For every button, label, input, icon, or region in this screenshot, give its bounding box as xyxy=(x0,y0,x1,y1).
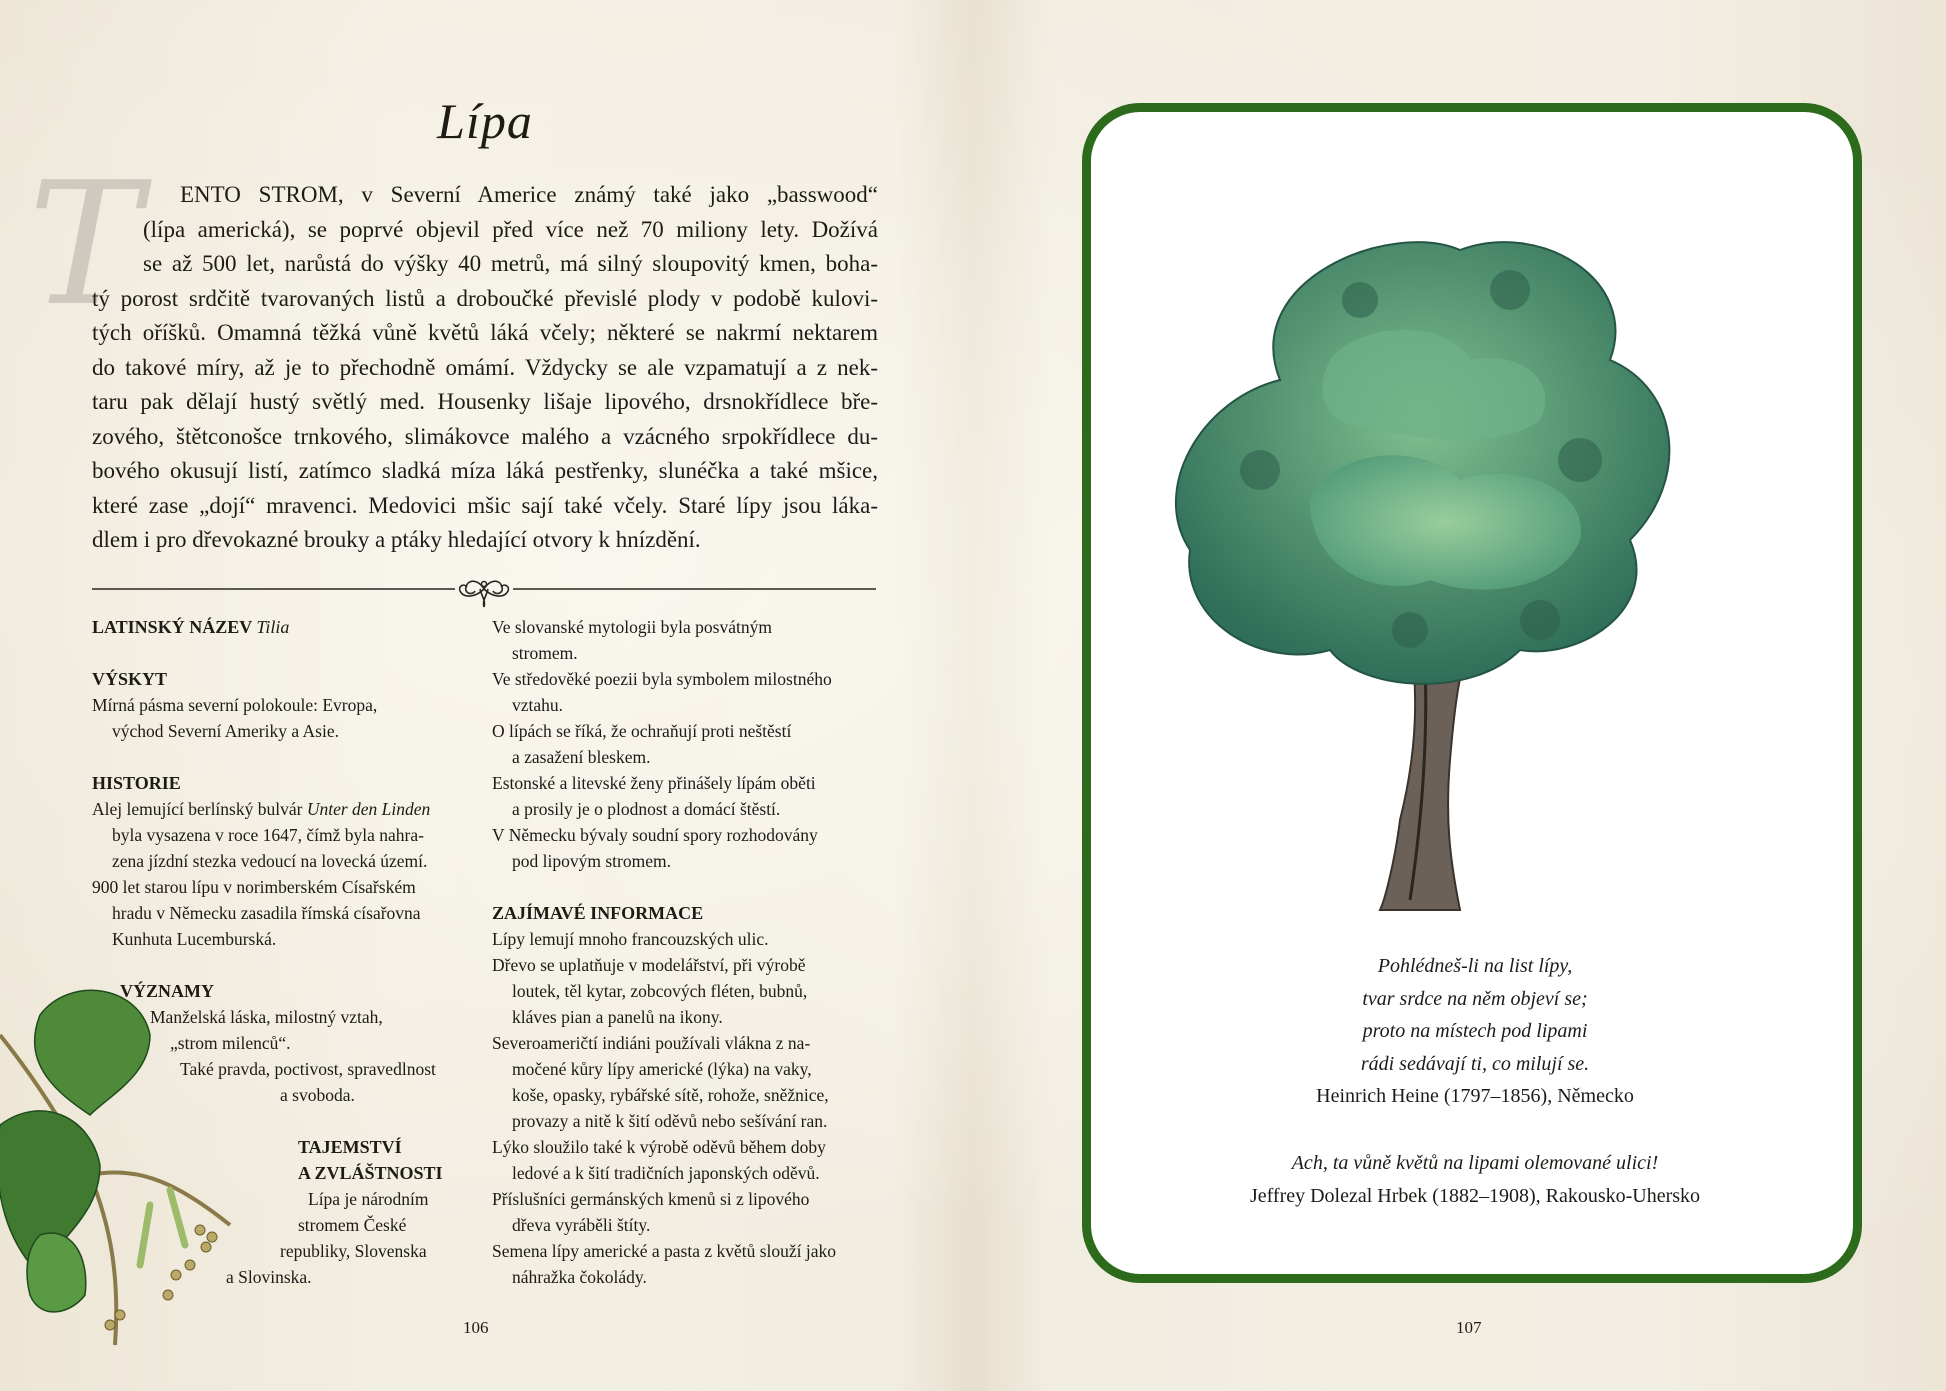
fact-line: koše, opasky, rybářské sítě, rohože, sněžnice, xyxy=(512,1085,829,1105)
intro-paragraph xyxy=(92,178,878,558)
myth-line: Estonské a litevské ženy přinášely lípám oběti xyxy=(492,773,816,793)
poem-line: tvar srdce na něm objeví se; xyxy=(1362,987,1588,1010)
fact-item xyxy=(492,1134,887,1186)
second-quote: Ach, ta vůně květů na lipami olemované ulici! xyxy=(1291,1152,1659,1174)
myth-line: Ve středověké poezii byla symbolem milostného xyxy=(492,669,832,689)
secrets-line: republiky, Slovenska xyxy=(280,1241,427,1261)
myth-line: vztahu. xyxy=(512,695,564,715)
myth-item xyxy=(492,666,887,718)
ornament-icon xyxy=(460,581,509,607)
poem-line: proto na místech pod lipami xyxy=(1362,1020,1588,1042)
intro-line: bového okusují listí, zatímco sladká míza láká pestřenky, slunéčka a také mšice, xyxy=(92,458,878,483)
fact-line: provazy a nitě k šití oděvů nebo sešívání ran. xyxy=(512,1111,828,1131)
secrets-heading: A ZVLÁŠTNOSTI xyxy=(298,1163,443,1183)
ornament-divider xyxy=(92,572,876,612)
myth-line: O lípách se říká, že ochraňují proti neštěstí xyxy=(492,721,792,741)
info-column-right xyxy=(492,614,887,1290)
fact-line: kláves pian a panelů na ikony. xyxy=(512,1007,723,1027)
fact-line: močené kůry lípy americké (lýka) na vaky, xyxy=(512,1059,812,1079)
intro-line: (lípa americká), se poprvé objevil před více než 70 miliony lety. Dožívá xyxy=(143,216,878,242)
history-street-name: Unter den Linden xyxy=(306,799,431,819)
myth-line: Ve slovanské mytologii byla posvátným xyxy=(492,617,772,637)
fact-line: Lípy lemují mnoho francouzských ulic. xyxy=(492,929,769,949)
meanings-line: Také pravda, poctivost, spravedlnost xyxy=(180,1059,436,1079)
intro-line: zového, štětconošce trnkového, slimákovce malého a vzácného srpokřídlece du- xyxy=(92,423,878,449)
myth-line: stromem. xyxy=(512,643,578,663)
intro-line: tý porost srdčitě tvarovaných listů a droboučké převislé plody v podobě kulovi- xyxy=(92,285,878,311)
fact-line: loutek, těl kytar, zobcových fléten, bubnů, xyxy=(512,981,808,1001)
history-line: 900 let starou lípu v norimberském Císařském xyxy=(92,877,416,897)
poem-block xyxy=(1135,950,1815,1113)
intro-line: tých oříšků. Omamná těžká vůně květů láká včely; některé se nakrmí nektarem xyxy=(92,320,878,345)
myth-line: pod lipovým stromem. xyxy=(512,851,671,871)
fact-item xyxy=(492,1238,887,1290)
history-line: zena jízdní stezka vedoucí na lovecká území. xyxy=(112,851,428,871)
history-line: byla vysazena v roce 1647, čímž byla nahra- xyxy=(112,825,424,845)
meanings-line: Manželská láska, milostný vztah, xyxy=(150,1007,383,1027)
secrets-line: a Slovinska. xyxy=(226,1267,312,1287)
intro-line: dlem i pro dřevokazné brouky a ptáky hledající otvory k hnízdění. xyxy=(92,527,701,552)
fact-item xyxy=(492,1186,887,1238)
secrets-line: stromem České xyxy=(298,1215,407,1235)
meanings-line: a svoboda. xyxy=(280,1085,355,1105)
intro-line: které zase „dojí“ mravenci. Medovici mšic sají také včely. Staré lípy jsou láka- xyxy=(92,492,878,518)
page-number-left: 106 xyxy=(463,1318,489,1337)
occurrence-text xyxy=(92,692,487,744)
history-heading: HISTORIE xyxy=(92,773,181,793)
intro-line: se až 500 let, narůstá do výšky 40 metrů, má silný sloupovitý kmen, boha- xyxy=(143,251,878,276)
latin-name-label: LATINSKÝ NÁZEV xyxy=(92,617,252,637)
fact-line: Severoameričtí indiáni používali vlákna z na- xyxy=(492,1033,811,1053)
history-line: Alej lemující berlínský bulvár xyxy=(92,799,307,819)
occurrence-line: východ Severní Ameriky a Asie. xyxy=(112,721,339,741)
page-number-right: 107 xyxy=(1456,1318,1482,1337)
occurrence-heading: VÝSKYT xyxy=(92,669,168,689)
meanings-line: „strom milenců“. xyxy=(170,1033,291,1053)
intro-line: ENTO STROM, v Severní Americe známý také jako „basswood“ xyxy=(180,182,878,207)
page-title: Lípa xyxy=(437,93,533,149)
myth-line: V Německu bývaly soudní spory rozhodovány xyxy=(492,825,818,845)
fact-line: Příslušníci germánských kmenů si z lipového xyxy=(492,1189,810,1209)
fact-line: náhražka čokolády. xyxy=(512,1267,647,1287)
linden-branch-illustration xyxy=(0,975,250,1355)
poem-author: Heinrich Heine (1797–1856), Německo xyxy=(1316,1085,1634,1107)
history-line: Kunhuta Lucemburská. xyxy=(112,929,277,949)
meanings-heading: VÝZNAMY xyxy=(120,981,214,1001)
myth-line: a zasažení bleskem. xyxy=(512,747,651,767)
history-item xyxy=(92,796,487,874)
poem-line: Pohlédneš-li na list lípy, xyxy=(1377,955,1573,977)
fact-line: ledové a k šití tradičních japonských oděvů. xyxy=(512,1163,820,1183)
dropcap-letter: T xyxy=(28,146,142,344)
secrets-heading: TAJEMSTVÍ xyxy=(298,1137,402,1157)
fact-item xyxy=(492,1030,887,1134)
fact-item xyxy=(492,952,887,1030)
myth-item xyxy=(492,770,887,822)
myth-item xyxy=(492,822,887,874)
myth-line: a prosily je o plodnost a domácí štěstí. xyxy=(512,799,781,819)
latin-name-row xyxy=(92,614,487,640)
fact-line: Semena lípy americké a pasta z květů slouží jako xyxy=(492,1241,837,1261)
second-quote-author: Jeffrey Dolezal Hrbek (1882–1908), Rakousko-Uhersko xyxy=(1249,1184,1701,1207)
intro-line: taru pak dělají hustý světlý med. Housenky lišaje lipového, drsnokřídlece bře- xyxy=(92,389,878,414)
history-line: hradu v Německu zasadila římská císařovna xyxy=(112,903,421,923)
fact-line: dřeva vyráběli štíty. xyxy=(512,1215,651,1235)
history-item xyxy=(92,874,487,952)
poem-line: rádi sedávají ti, co milují se. xyxy=(1360,1052,1590,1075)
second-quote-block xyxy=(1135,1147,1815,1212)
linden-tree-illustration xyxy=(1160,220,1720,920)
facts-heading: ZAJÍMAVÉ INFORMACE xyxy=(492,903,704,923)
secrets-line: Lípa je národním xyxy=(308,1189,429,1209)
fact-line: Dřevo se uplatňuje v modelářství, při výrobě xyxy=(492,955,806,975)
latin-name-value: Tilia xyxy=(256,617,290,637)
intro-line: do takové míry, až je to přechodně omámí. Vždycky se ale vzpamatují a z nek- xyxy=(92,354,878,380)
fact-item xyxy=(492,926,887,952)
myth-item xyxy=(492,718,887,770)
myth-item xyxy=(492,614,887,666)
occurrence-line: Mírná pásma severní polokoule: Evropa, xyxy=(92,695,378,715)
fact-line: Lýko sloužilo také k výrobě oděvů během doby xyxy=(492,1137,826,1157)
